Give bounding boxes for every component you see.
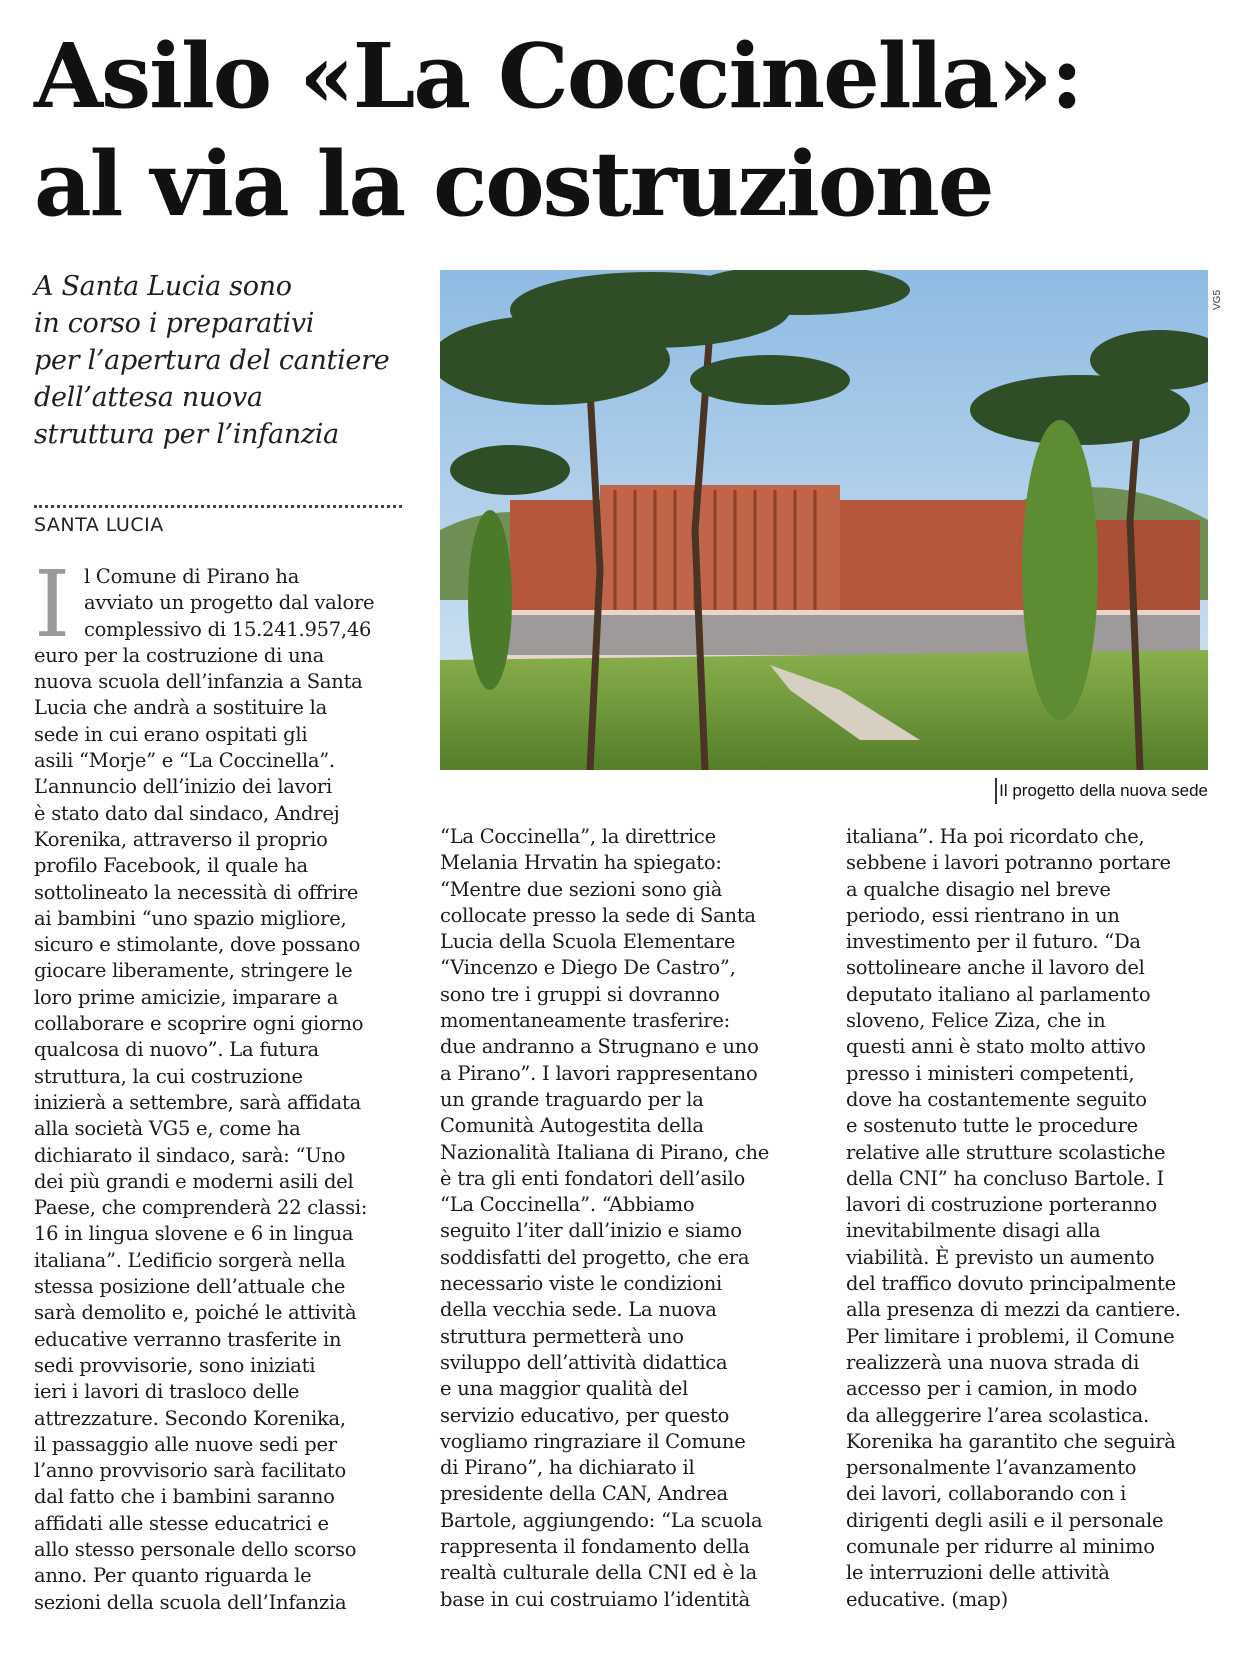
article-text-line: comunale per ridurre al minimo xyxy=(846,1535,1155,1559)
article-text-line: 16 in lingua slovene e 6 in lingua xyxy=(34,1222,354,1246)
article-text-line: collocate presso la sede di Santa xyxy=(440,903,756,927)
article-text-line: dei più grandi e moderni asili del xyxy=(34,1169,354,1193)
drop-cap: I xyxy=(34,551,71,658)
article-text-line: le interruzioni delle attività xyxy=(846,1561,1110,1585)
article-text-line: sviluppo dell’attività didattica xyxy=(440,1350,728,1374)
article-text-line: sottolineare anche il lavoro del xyxy=(846,956,1145,980)
photo-credit: VG5 xyxy=(1212,289,1223,310)
article-text-line: italiana”. L’edificio sorgerà nella xyxy=(34,1248,346,1272)
article-text-line: “La Coccinella”. “Abbiamo xyxy=(440,1193,695,1217)
article-text-line: profilo Facebook, il quale ha xyxy=(34,854,308,878)
article-text-line: struttura, la cui costruzione xyxy=(34,1064,303,1088)
article-text-line: della CNI” ha concluso Bartole. I xyxy=(846,1166,1164,1190)
article-text-line: base in cui costruiamo l’identità xyxy=(440,1587,750,1611)
article-text-line: è stato dato dal sindaco, Andrej xyxy=(34,801,340,825)
article-text-line: dal fatto che i bambini saranno xyxy=(34,1485,335,1509)
article-text-line: necessario viste le condizioni xyxy=(440,1272,722,1296)
article-text-line: soddisfatti del progetto, che era xyxy=(440,1245,750,1269)
article-text-line: italiana”. Ha poi ricordato che, xyxy=(846,825,1145,848)
article-text-line: ai bambini “uno spazio migliore, xyxy=(34,906,347,930)
article-photo xyxy=(440,270,1208,770)
article-text-line: due andranno a Strugnano e uno xyxy=(440,1035,759,1059)
article-text-line: sicuro e stimolante, dove possano xyxy=(34,933,361,957)
article-text-line: viabilità. È previsto un aumento xyxy=(846,1245,1155,1269)
article-text-line: giocare liberamente, stringere le xyxy=(34,959,353,983)
article-text-line: presidente della CAN, Andrea xyxy=(440,1482,728,1506)
subheadline-line: struttura per l’infanzia xyxy=(34,419,339,450)
article-text-line: affidati alle stesse educatrici e xyxy=(34,1511,329,1535)
article-column-3 xyxy=(846,824,1216,1613)
dateline-location: SANTA LUCIA xyxy=(34,514,164,536)
article-text-line: inevitabilmente disagi alla xyxy=(846,1219,1101,1243)
headline xyxy=(34,22,1234,238)
subheadline-line: A Santa Lucia sono xyxy=(34,271,292,302)
article-text-line: euro per la costruzione di una xyxy=(34,643,325,667)
article-text-line: un grande traguardo per la xyxy=(440,1087,704,1111)
article-text-line: sarà demolito e, poiché le attività xyxy=(34,1301,357,1325)
article-text-line: Paese, che comprenderà 22 classi: xyxy=(34,1196,368,1220)
article-text-line: stessa posizione dell’attuale che xyxy=(34,1275,346,1299)
article-text-line: è tra gli enti fondatori dell’asilo xyxy=(440,1166,745,1190)
headline-line-2: al via la costruzione xyxy=(34,131,993,236)
article-text-line: attrezzature. Secondo Korenika, xyxy=(34,1406,346,1430)
article-text-line: Melania Hrvatin ha spiegato: xyxy=(440,851,722,875)
article-text-line: di Pirano”, ha dichiarato il xyxy=(440,1456,695,1480)
article-text-line: alla società VG5 e, come ha xyxy=(34,1117,301,1141)
article-text-line: dirigenti degli asili e il personale xyxy=(846,1508,1164,1532)
article-text-line: il passaggio alle nuove sedi per xyxy=(34,1432,337,1456)
article-text-line: anno. Per quanto riguarda le xyxy=(34,1564,312,1588)
article-text-line: investimento per il futuro. “Da xyxy=(846,930,1141,954)
article-text-line: relative alle strutture scolastiche xyxy=(846,1140,1166,1164)
article-text-line: sottolineato la necessità di offrire xyxy=(34,880,359,904)
article-text-line: del traffico dovuto principalmente xyxy=(846,1272,1176,1296)
article-text-line: Korenika, attraverso il proprio xyxy=(34,827,328,851)
article-text-line: ieri i lavori di trasloco delle xyxy=(34,1380,300,1404)
article-text-line: “Vincenzo e Diego De Castro”, xyxy=(440,956,736,980)
article-text-line: sezioni della scuola dell’Infanzia xyxy=(34,1590,347,1614)
article-text-line: alla presenza di mezzi da cantiere. xyxy=(846,1298,1181,1322)
article-text-line: a qualche disagio nel breve xyxy=(846,877,1111,901)
article-text-line: asili “Morje” e “La Coccinella”. xyxy=(34,749,335,773)
article-text-line: Lucia della Scuola Elementare xyxy=(440,930,736,954)
article-text-line: Korenika ha garantito che seguirà xyxy=(846,1429,1176,1453)
article-text-line: dove ha costantemente seguito xyxy=(846,1087,1147,1111)
article-text-line: a Pirano”. I lavori rappresentano xyxy=(440,1061,758,1085)
article-text-line: Comunità Autogestita della xyxy=(440,1114,704,1138)
article-text-line: loro prime amicizie, imparare a xyxy=(34,985,339,1009)
subheadline-line: per l’apertura del cantiere xyxy=(34,345,390,376)
article-text-line: seguito l’iter dall’inizio e siamo xyxy=(440,1219,742,1243)
article-column-1 xyxy=(34,551,404,1616)
article-text-line: presso i ministeri competenti, xyxy=(846,1061,1135,1085)
article-text-line: servizio educativo, per questo xyxy=(440,1403,730,1427)
article-text-line: l Comune di Pirano ha xyxy=(84,565,300,588)
article-text-line: deputato italiano al parlamento xyxy=(846,982,1151,1006)
article-text-line: sloveno, Felice Ziza, che in xyxy=(846,1009,1106,1033)
article-text-line: “La Coccinella”, la direttrice xyxy=(440,825,716,848)
article-text-line: da alleggerire l’area scolastica. xyxy=(846,1403,1149,1427)
article-text-line: educative. (map) xyxy=(846,1587,1008,1611)
article-text-line: sedi provvisorie, sono iniziati xyxy=(34,1353,316,1377)
article-text-line: accesso per i camion, in modo xyxy=(846,1377,1138,1401)
article-text-line: sebbene i lavori potranno portare xyxy=(846,851,1171,875)
subheadline-line: dell’attesa nuova xyxy=(34,382,263,413)
article-text-line: dichiarato il sindaco, sarà: “Uno xyxy=(34,1143,346,1167)
article-text-line: e sostenuto tutte le procedure xyxy=(846,1114,1138,1138)
article-text-line: della vecchia sede. La nuova xyxy=(440,1298,717,1322)
article-text-line: “Mentre due sezioni sono già xyxy=(440,877,723,901)
article-text-line: L’annuncio dell’inizio dei lavori xyxy=(34,775,332,799)
dotted-divider xyxy=(34,505,402,508)
article-text-line: Lucia che andrà a sostituire la xyxy=(34,696,327,720)
article-text-line: avviato un progetto dal valore xyxy=(84,591,375,615)
article-text-line: personalmente l’avanzamento xyxy=(846,1456,1137,1480)
subheadline xyxy=(34,268,414,453)
article-text-line: collaborare e scoprire ogni giorno xyxy=(34,1012,364,1036)
article-text-line: struttura permetterà uno xyxy=(440,1324,684,1348)
article-text-line: vogliamo ringraziare il Comune xyxy=(440,1429,746,1453)
article-text-line: allo stesso personale dello scorso xyxy=(34,1537,357,1561)
article-text-line: Bartole, aggiungendo: “La scuola xyxy=(440,1508,763,1532)
article-text-line: inizierà a settembre, sarà affidata xyxy=(34,1090,361,1114)
article-text-line: Per limitare i problemi, il Comune xyxy=(846,1324,1175,1348)
article-text-line: lavori di costruzione porteranno xyxy=(846,1193,1157,1217)
article-text-line: complessivo di 15.241.957,46 xyxy=(84,617,372,641)
article-text-line: realizzerà una nuova strada di xyxy=(846,1350,1140,1374)
article-text-line: dei lavori, collaborando con i xyxy=(846,1482,1127,1506)
article-text-line: l’anno provvisorio sarà facilitato xyxy=(34,1459,346,1483)
article-text-line: e una maggior qualità del xyxy=(440,1377,689,1401)
headline-line-1: Asilo «La Coccinella»: xyxy=(34,23,1082,128)
article-text-line: realtà culturale della CNI ed è la xyxy=(440,1561,757,1585)
article-text-line: sono tre i gruppi si dovranno xyxy=(440,982,720,1006)
article-text-line: qualcosa di nuovo”. La futura xyxy=(34,1038,319,1062)
article-text-line: periodo, essi rientrano in un xyxy=(846,903,1120,927)
building-rendering-image xyxy=(440,270,1208,770)
article-text-line: rappresenta il fondamento della xyxy=(440,1535,750,1559)
subheadline-line: in corso i preparativi xyxy=(34,308,315,339)
article-text-line: momentaneamente trasferire: xyxy=(440,1009,730,1033)
article-text-line: nuova scuola dell’infanzia a Santa xyxy=(34,670,363,694)
caption-bar xyxy=(995,778,997,804)
article-text-line: educative verranno trasferite in xyxy=(34,1327,342,1351)
article-text-line: questi anni è stato molto attivo xyxy=(846,1035,1146,1059)
article-text-line: sede in cui erano ospitati gli xyxy=(34,722,308,746)
article-text-line: Nazionalità Italiana di Pirano, che xyxy=(440,1140,770,1164)
photo-caption: Il progetto della nuova sede xyxy=(999,781,1208,800)
article-column-2 xyxy=(440,824,810,1613)
